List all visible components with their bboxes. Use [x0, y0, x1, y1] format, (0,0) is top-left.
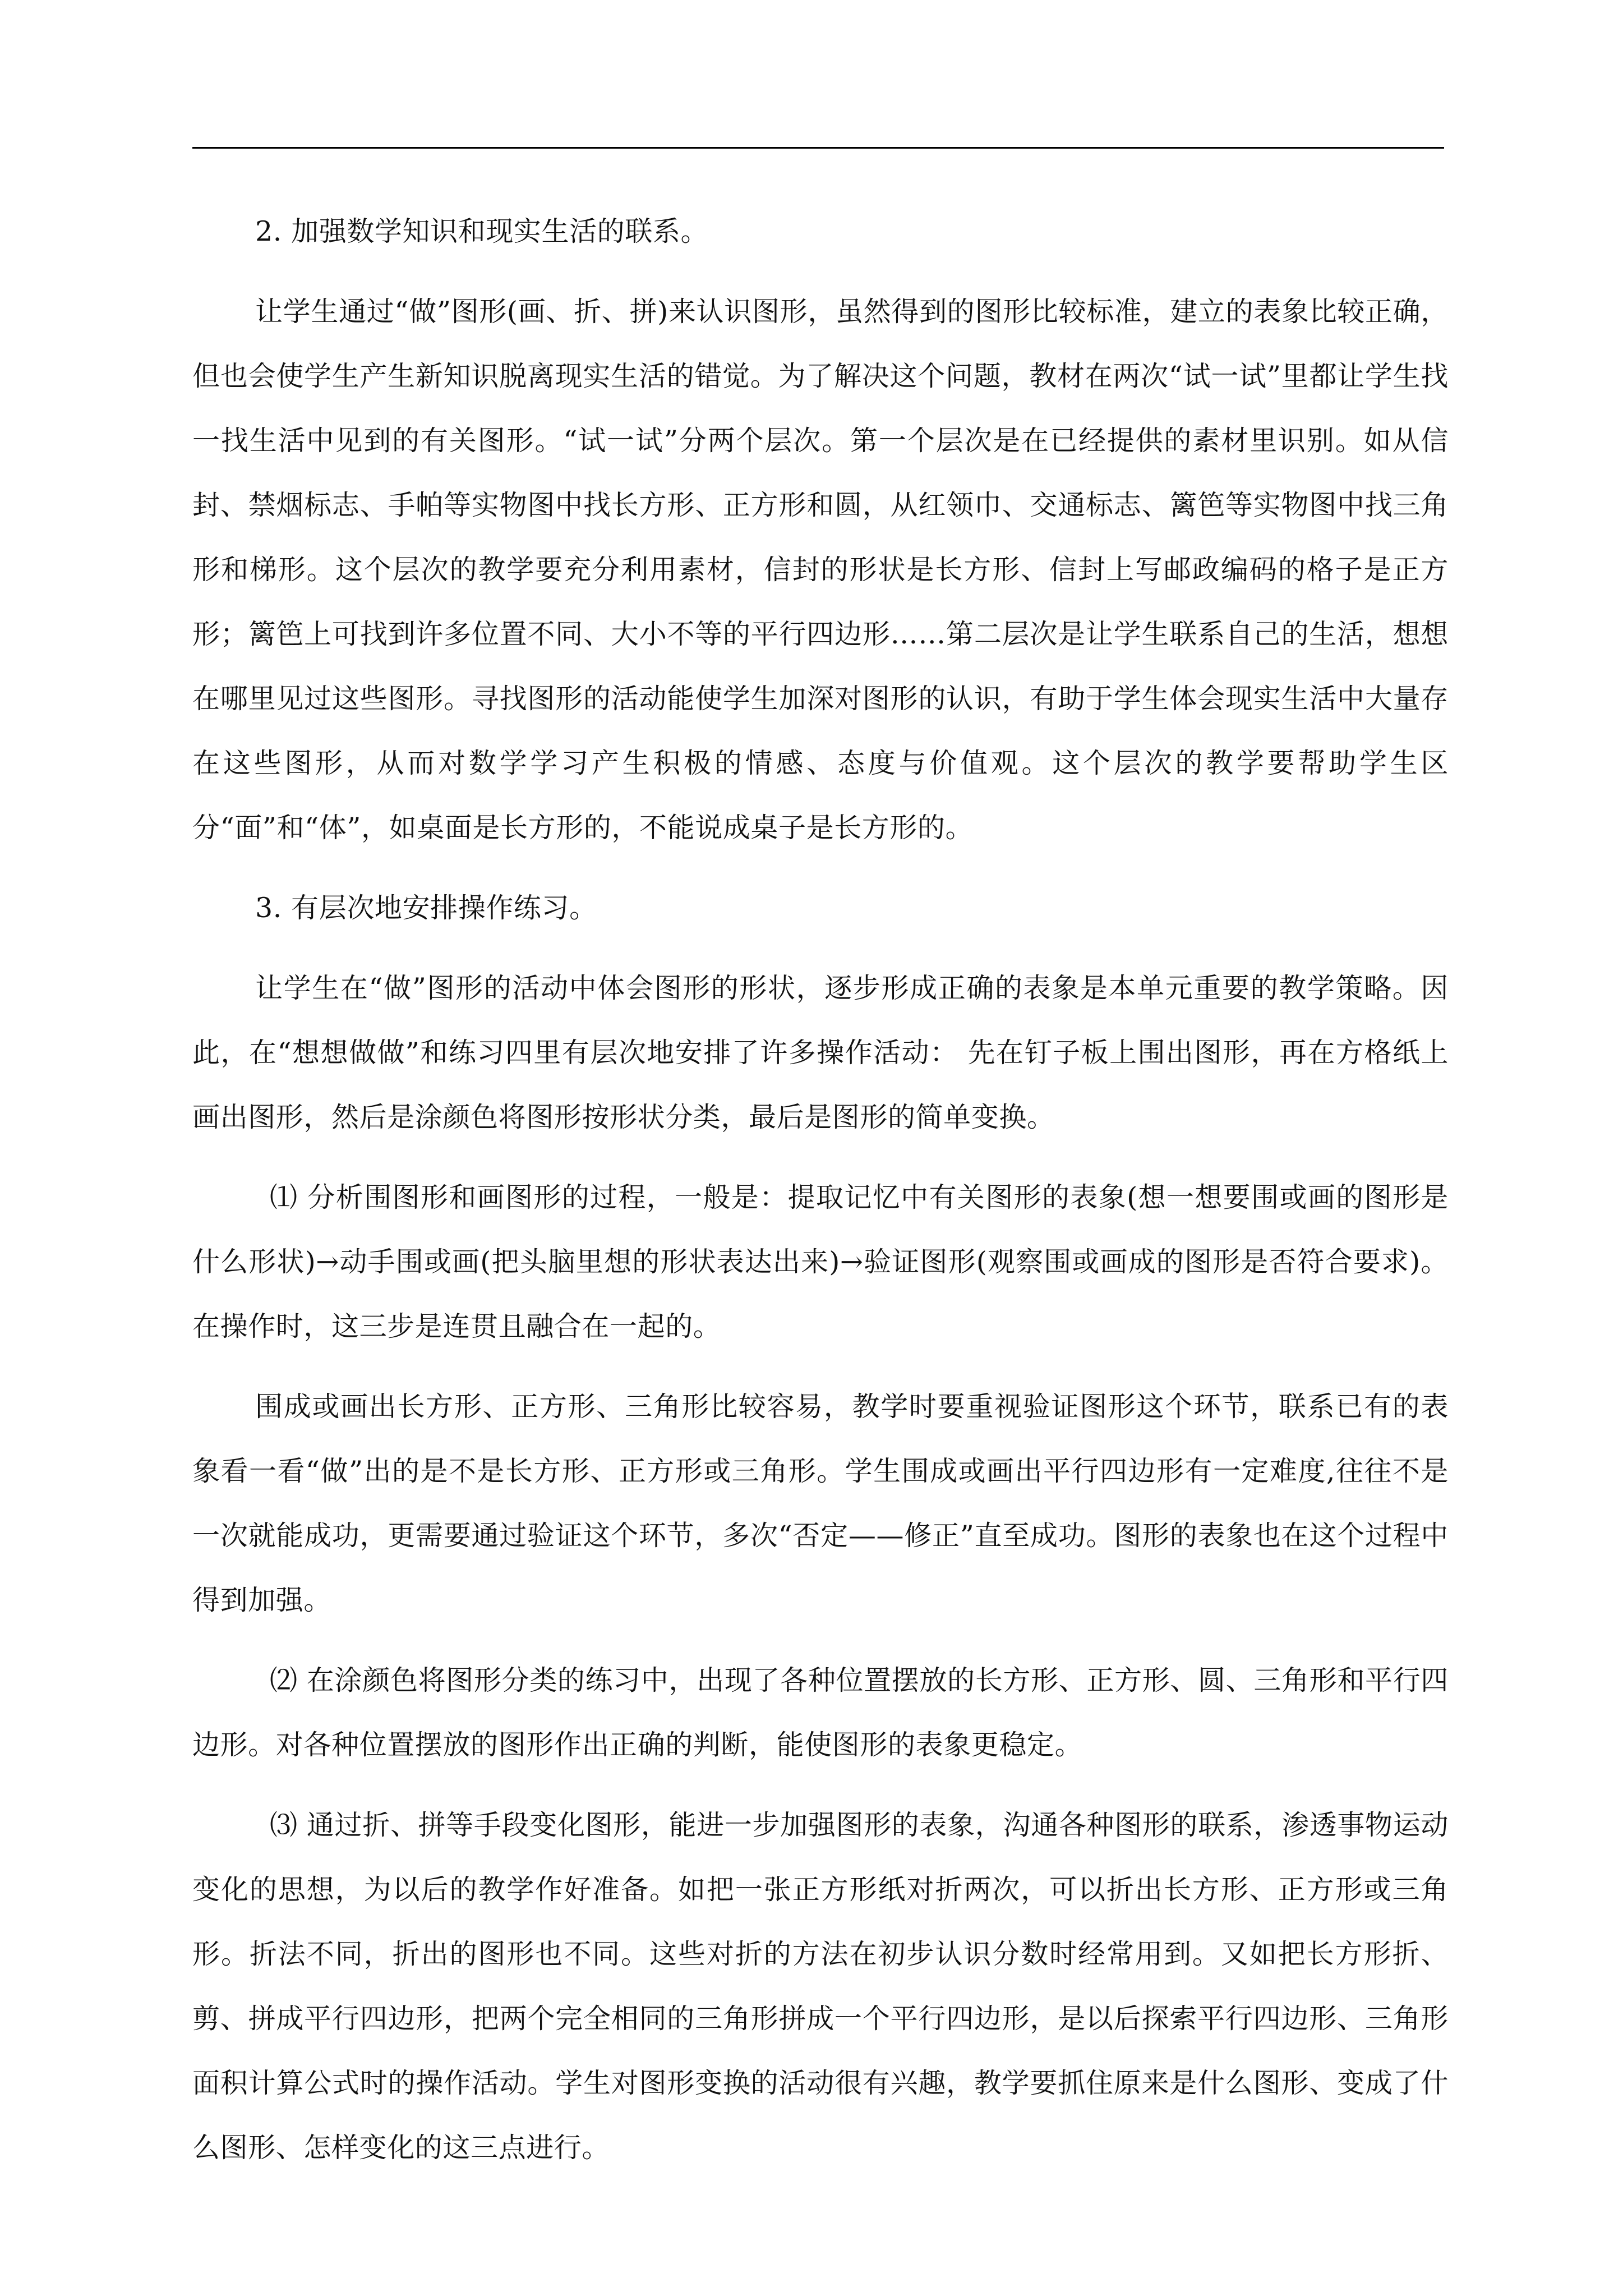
body-paragraph-verification: 围成或画出长方形、正方形、三角形比较容易，教学时要重视验证图形这个环节，联系已有的表象看一看“做”出的是不是长方形、正方形或三角形。学生围成或画出平行四边形有一定难度,往往不是一次就能成功，更需要通过验证这个环节，多次“否定——修正”直至成功。图形的表象也在这个过程中得到加强。 [192, 1391, 1449, 1616]
list-item-2: ⑵ 在涂颜色将图形分类的练习中，出现了各种位置摆放的长方形、正方形、圆、三角形和平行四边形。对各种位置摆放的图形作出正确的判断，能使图形的表象更稳定。 [192, 1664, 1449, 1761]
body-paragraph-real-life: 让学生通过“做”图形(画、折、拼)来认识图形，虽然得到的图形比较标准，建立的表象比较正确，但也会使学生产生新知识脱离现实生活的错觉。为了解决这个问题，教材在两次“试一试”里都让学生找一找生活中见到的有关图形。“试一试”分两个层次。第一个层次是在已经提供的素材里识别。如从信封、禁烟标志、手帕等实物图中找长方形、正方形和圆，从红领巾、交通标志、篱笆等实物图中找三角形和梯形。这个层次的教学要充分利用素材，信封的形状是长方形、信封上写邮政编码的格子是正方形；篱笆上可找到许多位置不同、大小不等的平行四边形……第二层次是让学生联系自己的生活，想想在哪里见过这些图形。寻找图形的活动能使学生加深对图形的认识，有助于学生体会现实生活中大量存在这些图形，从而对数学学习产生积极的情感、态度与价值观。这个层次的教学要帮助学生区分“面”和“体”，如桌面是长方形的，不能说成桌子是长方形的。 [192, 296, 1449, 844]
body-paragraph-operations: 让学生在“做”图形的活动中体会图形的形状，逐步形成正确的表象是本单元重要的教学策略。因此，在“想想做做”和练习四里有层次地安排了许多操作活动： 先在钉子板上围出图形，再在方格纸上画出图形，然后是涂颜色将图形按形状分类，最后是图形的简单变换。 [192, 972, 1449, 1133]
section-heading-2: 2. 加强数学知识和现实生活的联系。 [255, 215, 709, 247]
page-body [192, 199, 1449, 2180]
list-item-3: ⑶ 通过折、拼等手段变化图形，能进一步加强图形的表象，沟通各种图形的联系，渗透事物运动变化的思想，为以后的教学作好准备。如把一张正方形纸对折两次，可以折出长方形、正方形或三角形。折法不同，折出的图形也不同。这些对折的方法在初步认识分数时经常用到。又如把长方形折、剪、拼成平行四边形，把两个完全相同的三角形拼成一个平行四边形，是以后探索平行四边形、三角形面积计算公式时的操作活动。学生对图形变换的活动很有兴趣，教学要抓住原来是什么图形、变成了什么图形、怎样变化的这三点进行。 [192, 1809, 1449, 2164]
header-rule [192, 147, 1444, 149]
section-heading-3: 3. 有层次地安排操作练习。 [255, 892, 597, 924]
list-item-1: ⑴ 分析围图形和画图形的过程，一般是：提取记忆中有关图形的表象(想一想要围或画的图形是什么形状)→动手围或画(把头脑里想的形状表达出来)→验证图形(观察围或画成的图形是否符合要求)。在操作时，这三步是连贯且融合在一起的。 [192, 1181, 1449, 1342]
